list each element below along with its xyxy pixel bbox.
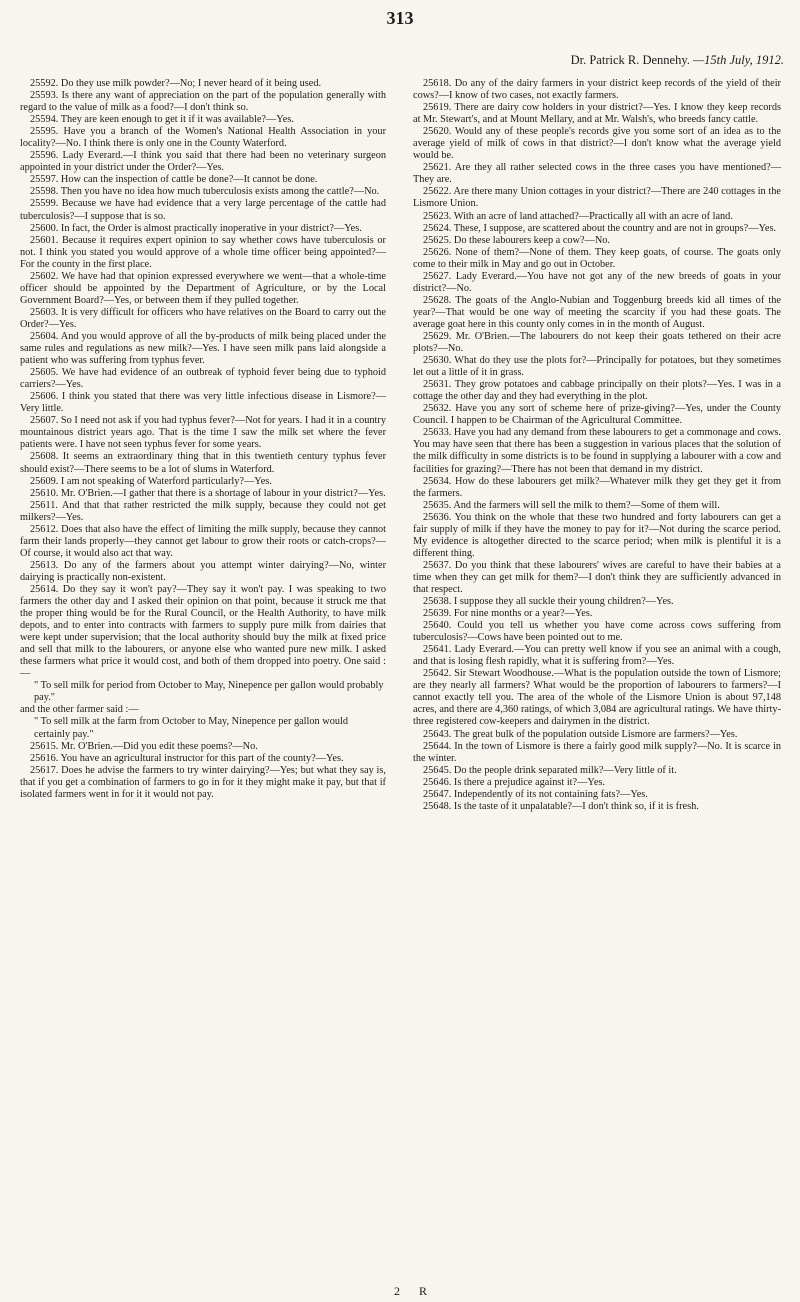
paragraph: 25643. The great bulk of the population outside Lismore are farmers?—Yes. <box>423 728 738 740</box>
paragraph: 25606. I think you stated that there was very little infectious disease in Lismore?—Very little. <box>20 391 386 415</box>
signature-letter: R <box>419 1284 428 1298</box>
paragraph: 25621. Are they all rather selected cows in the three cases you have mentioned?—They are. <box>413 162 781 186</box>
paragraph: 25592. Do they use milk powder?—No; I never heard of it being used. <box>30 78 322 89</box>
paragraph: 25624. These, I suppose, are scattered about the country and are not in groups?—Yes. <box>423 222 777 234</box>
paragraph: 25633. Have you had any demand from these labourers to get a commonage and cows. You may have seen that there has been a suggestion in various places that the solution of the milk difficulty in some districts is to be found in supplying a labourer with a cow and facilities for grazing?—There has not been that demand in my district. <box>413 427 781 475</box>
signature-number: 2 <box>394 1284 400 1298</box>
paragraph: 25640. Could you tell us whether you have come across cows suffering from tuberculosis?—Cows have been pointed out to me. <box>413 620 781 644</box>
paragraph: 25639. For nine months or a year?—Yes. <box>423 608 593 620</box>
paragraph: 25614. Do they say it won't pay?—They say it won't pay. I was speaking to two farmers the other day and I asked their opinion on that point, because it struck me that the proper thing would be for the Rural Council, or the Health Authority, to have milk depots, and to enter into contracts with farmers to supply pure milk from dairies that were kept under supervision; that the local authority should buy the milk at fixed price and sell that milk to the labourers, or anyone else who wanted pure new milk. I asked these farmers what price it would cost, and both of them dropped into poetry. One said :— <box>20 583 386 680</box>
paragraph: 25602. We have had that opinion expressed everywhere we went—that a whole-time officer should be appointed by the Department of Agriculture, or by the Local Government Board?—Yes, or between them if they pulled together. <box>20 270 386 306</box>
paragraph: 25637. Do you think that these labourers' wives are careful to have their babies at a time when they can get milk for them?—I don't think they are sufficiently advanced in that respect. <box>413 559 781 595</box>
paragraph: 25623. With an acre of land attached?—Practically all with an acre of land. <box>423 210 733 222</box>
paragraph: 25617. Does he advise the farmers to try winter dairying?—Yes; but what they say is, that if you get a combination of farmers to go in for it they might make it pay, but that if isolated farmers went in for it it would not pay. <box>20 764 386 800</box>
paragraph: 25600. In fact, the Order is almost practically inoperative in your district?—Yes. <box>30 222 362 234</box>
paragraph: 25628. The goats of the Anglo-Nubian and Toggenburg breeds kid all times of the year?—That would be one way of meeting the scarcity if you had these goats. The average goat here in this county only comes in in the month of August. <box>413 294 781 330</box>
paragraph: 25607. So I need not ask if you had typhus fever?—Not for years. I had it in a country mountainous district years ago. That is the time I saw the milk set where the fever patients were. I have not seen typhus fever for some years. <box>20 415 386 451</box>
running-head-date: —15th July, 1912. <box>693 53 784 67</box>
paragraph: 25594. They are keen enough to get it if it was available?—Yes. <box>30 114 294 126</box>
paragraph: 25599. Because we have had evidence that a very large percentage of the cattle had tuberculosis?—I suppose that is so. <box>20 198 386 222</box>
paragraph: 25638. I suppose they all suckle their young children?—Yes. <box>423 596 674 608</box>
paragraph: 25635. And the farmers will sell the milk to them?—Some of them will. <box>423 499 720 511</box>
paragraph: 25595. Have you a branch of the Women's National Health Association in your locality?—No. I think there is only one in the County Waterford. <box>20 126 386 150</box>
right-column <box>413 78 781 813</box>
left-column <box>20 78 386 801</box>
paragraph: 25634. How do these labourers get milk?—Whatever milk they get they get it from the farmers. <box>413 475 781 499</box>
paragraph: 25601. Because it requires expert opinion to say whether cows have tuberculosis or not. I think you stated you would approve of a whole time officer being appointed?—For the county in the first place. <box>20 234 386 270</box>
paragraph: 25619. There are dairy cow holders in your district?—Yes. I know they keep records at Mr. Stewart's, and at Mount Mellary, and at Mr. Walsh's, who breeds fancy cattle. <box>413 102 781 126</box>
paragraph: 25605. We have had evidence of an outbreak of typhoid fever being due to typhoid carriers?—Yes. <box>20 367 386 391</box>
paragraph: 25631. They grow potatoes and cabbage principally on their plots?—Yes. I was in a cottage the other day and they had everything in the plot. <box>413 379 781 403</box>
paragraph: 25596. Lady Everard.—I think you said that there had been no veterinary surgeon appointed in your district under the Order?—Yes. <box>20 150 386 174</box>
paragraph: 25593. Is there any want of appreciation on the part of the population generally with regard to the value of milk as a food?—I don't think so. <box>20 90 386 114</box>
paragraph: and the other farmer said :— <box>20 704 139 716</box>
running-head-name: Dr. Patrick R. Dennehy. <box>570 53 690 67</box>
paragraph: 25608. It seems an extraordinary thing that in this twentieth century typhus fever should exist?—There seems to be a lot of slums in Waterford. <box>20 451 386 475</box>
paragraph: 25644. In the town of Lismore is there a fairly good milk supply?—No. It is scarce in the winter. <box>413 740 781 764</box>
paragraph: 25645. Do the people drink separated milk?—Very little of it. <box>423 764 677 776</box>
paragraph: 25641. Lady Everard.—You can pretty well know if you see an animal with a cough, and that is losing flesh rapidly, what it is suffering from?—Yes. <box>413 644 781 668</box>
paragraph: 25612. Does that also have the effect of limiting the milk supply, because they cannot farm their lands properly—they cannot get labour to grow their roots or catch-crops?—Of course, it would also act that way. <box>20 523 386 559</box>
paragraph: 25647. Independently of its not containing fats?—Yes. <box>423 788 648 800</box>
paragraph: 25648. Is the taste of it unpalatable?—I don't think so, if it is fresh. <box>423 800 699 812</box>
paragraph: 25626. None of them?—None of them. They keep goats, of course. The goats only come to their milk in May and go out in October. <box>413 246 781 270</box>
page-number: 313 <box>386 8 414 28</box>
paragraph: 25613. Do any of the farmers about you attempt winter dairying?—No, winter dairying is practically non-existent. <box>20 559 386 583</box>
paragraph: 25630. What do they use the plots for?—Principally for potatoes, but they sometimes let out a little of it in grass. <box>413 355 781 379</box>
paragraph: 25618. Do any of the dairy farmers in your district keep records of the yield of their cows?—I know of two cases, not exactly farmers. <box>413 78 781 102</box>
paragraph: 25609. I am not speaking of Waterford particularly?—Yes. <box>30 475 272 487</box>
paragraph: 25616. You have an agricultural instructor for this part of the county?—Yes. <box>30 752 344 764</box>
paragraph: 25646. Is there a prejudice against it?—Yes. <box>423 776 605 788</box>
verse-quote: " To sell milk at the farm from October to May, Ninepence per gallon would certainly pay." <box>34 716 349 740</box>
paragraph: 25627. Lady Everard.—You have not got any of the new breeds of goats in your district?—No. <box>413 270 781 294</box>
verse-quote: " To sell milk for period from October to May, Ninepence per gallon would probably pay." <box>34 680 384 704</box>
paragraph: 25615. Mr. O'Brien.—Did you edit these poems?—No. <box>30 740 258 752</box>
paragraph: 25611. And that that rather restricted the milk supply, because they could not get milkers?—Yes. <box>20 499 386 523</box>
paragraph: 25625. Do these labourers keep a cow?—No. <box>423 234 611 246</box>
paragraph: 25642. Sir Stewart Woodhouse.—What is the population outside the town of Lismore; are they nearly all farmers? What would be the proportion of labourers to farmers?—I cannot exactly tell you. The area of the whole of the Lismore Union is about 97,148 acres, and there are 4,360 ratings, of which 3,084 are agricultural ratings. We have thirty-three registered cow-keepers and dairymen in the district. <box>413 668 781 728</box>
paragraph: 25598. Then you have no idea how much tuberculosis exists among the cattle?—No. <box>30 186 380 198</box>
paragraph: 25610. Mr. O'Brien.—I gather that there is a shortage of labour in your district?—Yes. <box>30 487 386 499</box>
paragraph: 25597. How can the inspection of cattle be done?—It cannot be done. <box>30 174 318 186</box>
paragraph: 25636. You think on the whole that these two hundred and forty labourers can get a fair supply of milk if they have the money to pay for it?—Not during the scarce period. My evidence is altogether directed to the scarce period; when milk is plentiful it is a different thing. <box>413 511 781 559</box>
paragraph: 25629. Mr. O'Brien.—The labourers do not keep their goats tethered on their acre plots?—No. <box>413 330 781 355</box>
paragraph: 25604. And you would approve of all the by-products of milk being placed under the same rules and regulations as new milk?—Yes. I have seen milk pans laid alongside a patient who was suffering from typhus fever. <box>20 330 386 367</box>
paragraph: 25603. It is very difficult for officers who have relatives on the Board to carry out the Order?—Yes. <box>20 306 386 330</box>
paragraph: 25632. Have you any sort of scheme here of prize-giving?—Yes, under the County Council. I happen to be Chairman of the Agricultural Committee. <box>413 403 781 427</box>
paragraph: 25620. Would any of these people's records give you some sort of an idea as to the average yield of milk of cows in that district?—I don't know what the average yield would be. <box>413 126 781 162</box>
paragraph: 25622. Are there many Union cottages in your district?—There are 240 cottages in the Lismore Union. <box>413 186 781 210</box>
running-head <box>571 53 784 68</box>
